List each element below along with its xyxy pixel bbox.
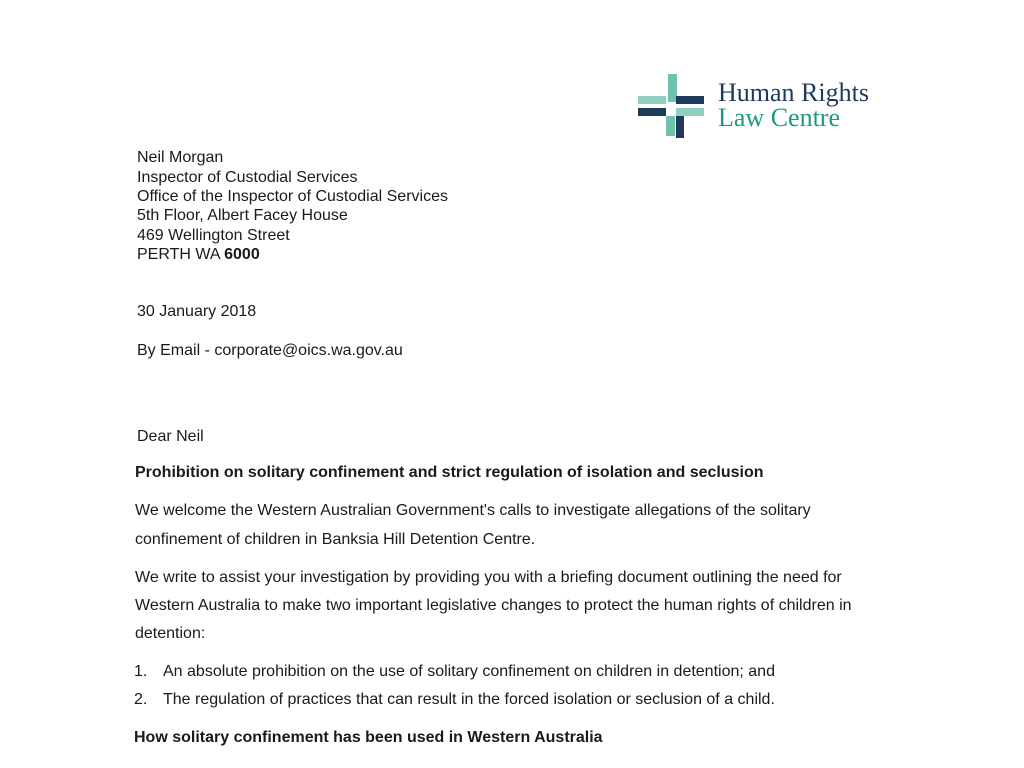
list-num: 2.: [134, 691, 148, 708]
postcode: 6000: [224, 246, 260, 263]
list-num: 1.: [134, 663, 148, 680]
para2-line1: We write to assist your investigation by providing you with a briefing document outlining the need for: [135, 569, 842, 586]
city: PERTH WA: [137, 246, 225, 263]
salutation: Dear Neil: [137, 428, 204, 445]
para2-line2: Western Australia to make two important legislative changes to protect the human rights of children in: [135, 597, 852, 614]
hrlc-logo: [638, 74, 888, 140]
section-heading: How solitary confinement has been used in Western Australia: [134, 729, 603, 746]
subject-heading: Prohibition on solitary confinement and strict regulation of isolation and seclusion: [135, 464, 764, 481]
by-email: By Email - corporate@oics.wa.gov.au: [137, 342, 403, 359]
letter-date: 30 January 2018: [137, 303, 257, 320]
para1-line1: We welcome the Western Australian Government's calls to investigate allegations of the solitary: [135, 502, 811, 519]
para1-line2: confinement of children in Banksia Hill Detention Centre.: [135, 531, 536, 548]
logo-line1: Human Rights: [718, 78, 869, 107]
list-text: An absolute prohibition on the use of solitary confinement on children in detention; and: [163, 663, 775, 680]
address-street: 469 Wellington Street: [137, 227, 290, 244]
list-item-2: [134, 690, 775, 710]
address-name: Neil Morgan: [137, 149, 224, 166]
list-item-1: [134, 662, 775, 682]
address-office: Office of the Inspector of Custodial Services: [137, 188, 448, 205]
address-city: [137, 245, 260, 265]
list-text: The regulation of practices that can result in the forced isolation or seclusion of a child.: [163, 691, 775, 708]
logo-line2: Law Centre: [718, 103, 841, 132]
address-title: Inspector of Custodial Services: [137, 169, 358, 186]
address-floor: 5th Floor, Albert Facey House: [137, 207, 348, 224]
para2-line3: detention:: [135, 625, 206, 642]
